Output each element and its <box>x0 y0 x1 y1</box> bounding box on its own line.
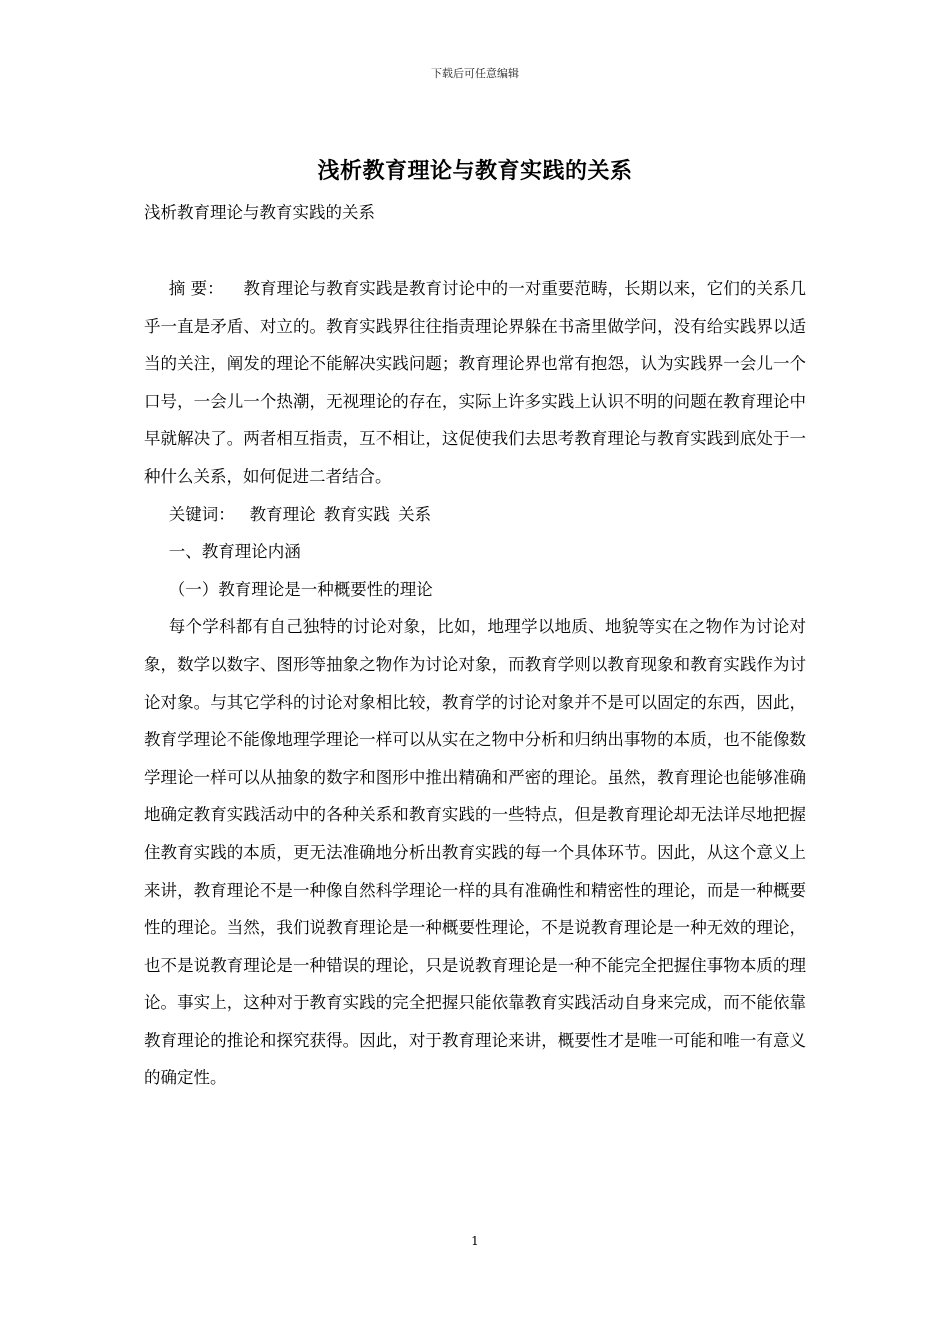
keywords-label: 关键词： <box>168 504 235 524</box>
abstract-label: 摘 要： <box>168 279 224 298</box>
keywords-line <box>144 496 806 534</box>
body-paragraph: 每个学科都有自己独特的讨论对象，比如，地理学以地质、地貌等实在之物作为讨论对象，数学以数字、图形等抽象之物作为讨论对象，而教育学则以教育现象和教育实践作为讨论对象。与其它学科的讨论对象相比较，教育学的讨论对象并不是可以固定的东西，因此，教育学理论不能像地理学理论一样可以从实在之物中分析和归纳出事物的本质，也不能像数学理论一样可以从抽象的数字和图形中推出精确和严密的理论。虽然，教育理论也能够准确地确定教育实践活动中的各种关系和教育实践的一些特点，但是教育理论却无法详尽地把握住教育实践的本质，更无法准确地分析出教育实践的每一个具体环节。因此，从这个意义上来讲，教育理论不是一种像自然科学理论一样的具有准确性和精密性的理论，而是一种概要性的理论。当然，我们说教育理论是一种概要性理论，不是说教育理论是一种无效的理论，也不是说教育理论是一种错误的理论，只是说教育理论是一种不能完全把握住事物本质的理论。事实上，这种对于教育实践的完全把握只能依靠教育实践活动自身来完成，而不能依靠教育理论的推论和探究获得。因此，对于教育理论来讲，概要性才是唯一可能和唯一有意义的确定性。 <box>144 617 806 1088</box>
header-note: 下载后可任意编辑 <box>431 67 519 80</box>
subsection-heading: （一）教育理论是一种概要性的理论 <box>168 579 433 599</box>
document-body <box>144 270 806 1097</box>
keyword-item: 教育实践 <box>323 504 390 524</box>
keyword-item: 关系 <box>398 504 432 524</box>
keyword-item: 教育理论 <box>249 504 316 524</box>
section-heading: 一、教育理论内涵 <box>168 542 301 562</box>
abstract-text: 教育理论与教育实践是教育讨论中的一对重要范畴，长期以来，它们的关系几乎一直是矛盾、对立的。教育实践界往往指责理论界躲在书斋里做学问，没有给实践界以适当的关注，阐发的理论不能解决实践问题；教育理论界也常有抱怨，认为实践界一会儿一个口号，一会儿一个热潮，无视理论的存在，实际上许多实践上认识不明的问题在教育理论中早就解决了。两者相互指责，互不相让，这促使我们去思考教育理论与教育实践到底处于一种什么关系，如何促进二者结合。 <box>144 279 807 486</box>
abstract-paragraph <box>144 270 806 496</box>
document-subtitle: 浅析教育理论与教育实践的关系 <box>144 203 375 222</box>
document-title: 浅析教育理论与教育实践的关系 <box>317 158 633 184</box>
page-number: 1 <box>471 1234 479 1248</box>
